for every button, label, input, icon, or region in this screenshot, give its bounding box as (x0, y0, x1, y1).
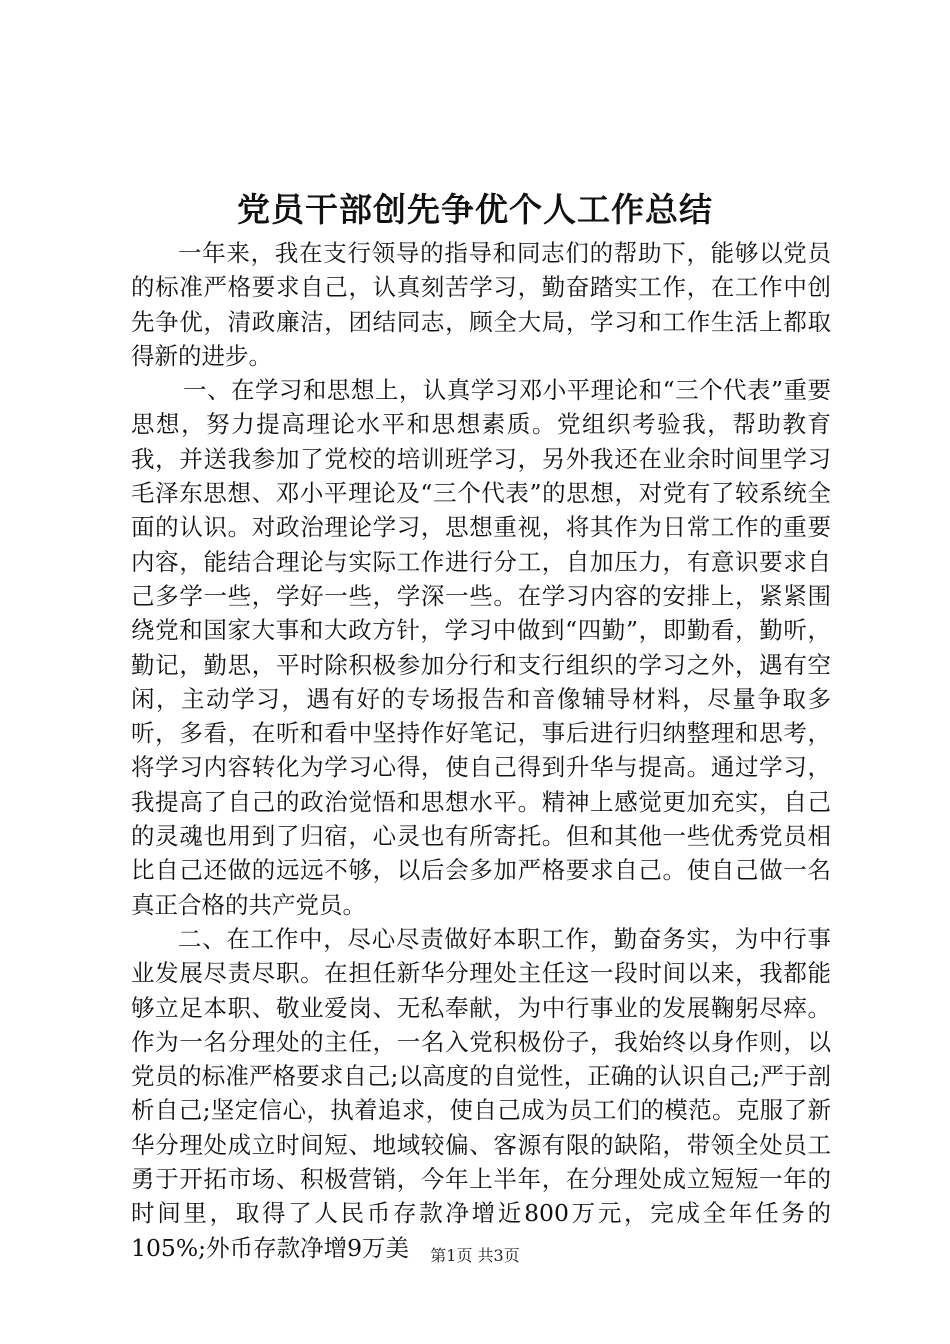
paragraph-intro: 一年来，我在支行领导的指导和同志们的帮助下，能够以党员的标准严格要求自己，认真刻苦学习，勤奋踏实工作，在工作中创先争优，清政廉洁，团结同志，顾全大局，学习和工作生活上都取得新的进步。 (131, 239, 831, 370)
page-number-footer: 第1页 共3页 (430, 1246, 520, 1265)
document-title: 党员干部创先争优个人工作总结 (237, 190, 713, 229)
paragraph-work: 二、在工作中，尽心尽责做好本职工作，勤奋务实，为中行事业发展尽责尽职。在担任新华分理处主任这一段时间以来，我都能够立足本职、敬业爱岗、无私奉献，为中行事业的发展鞠躬尽瘁。作为一名分理处的主任，一名入党积极份子，我始终以身作则，以党员的标准严格要求自己;以高度的自觉性，正确的认识自己;严于剖析自己;坚定信心，执着追求，使自己成为员工们的模范。克服了新华分理处成立时间短、地域较偏、客源有限的缺陷，带领全处员工勇于开拓市场、积极营销，今年上半年，在分理处成立短短一年的时间里，取得了人民币存款净增近800万元，完成全年任务的105%;外币存款净增9万美 (131, 924, 831, 1262)
paragraph-study: 一、在学习和思想上，认真学习邓小平理论和“三个代表”重要思想，努力提高理论水平和思想素质。党组织考验我，帮助教育我，并送我参加了党校的培训班学习，另外我还在业余时间里学习毛泽东思想、邓小平理论及“三个代表”的思想，对党有了较系统全面的认识。对政治理论学习，思想重视，将其作为日常工作的重要内容，能结合理论与实际工作进行分工，自加压力，有意识要求自己多学一些，学好一些，学深一些。在学习内容的安排上，紧紧围绕党和国家大事和大政方针，学习中做到“四勤”，即勤看，勤听，勤记，勤思，平时除积极参加分行和支行组织的学习之外，遇有空闲，主动学习，遇有好的专场报告和音像辅导材料，尽量争取多听，多看，在听和看中坚持作好笔记，事后进行归纳整理和思考，将学习内容转化为学习心得，使自己得到升华与提高。通过学习，我提高了自己的政治觉悟和思想水平。精神上感觉更加充实，自己的灵魂也用到了归宿，心灵也有所寄托。但和其他一些优秀党员相比自己还做的远远不够，以后会多加严格要求自己。使自己做一名真正合格的共产党员。 (131, 376, 831, 919)
document-body (131, 236, 831, 1265)
